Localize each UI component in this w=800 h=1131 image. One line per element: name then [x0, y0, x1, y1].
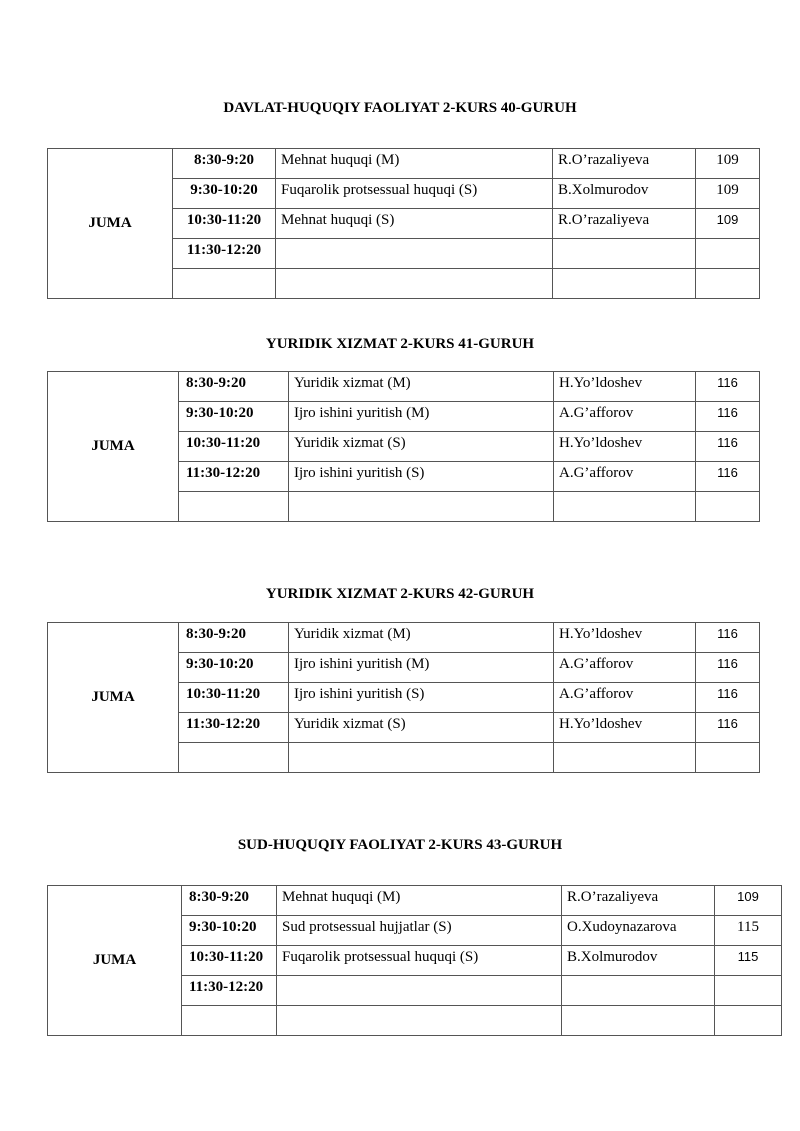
- room-cell: 116: [696, 432, 760, 462]
- table-row: [48, 149, 760, 179]
- teacher-cell: [554, 492, 696, 522]
- schedule-table: [47, 371, 760, 522]
- room-cell: 109: [696, 209, 760, 239]
- section-title: YURIDIK XIZMAT 2-KURS 42-GURUH: [265, 586, 535, 602]
- day-cell: JUMA: [48, 372, 179, 522]
- teacher-cell: H.Yo’ldoshev: [554, 623, 696, 653]
- subject-cell: Fuqarolik protsessual huquqi (S): [276, 179, 553, 209]
- subject-cell: [276, 239, 553, 269]
- teacher-cell: [553, 269, 696, 299]
- teacher-cell: [554, 743, 696, 773]
- time-cell: 11:30-12:20: [182, 976, 277, 1006]
- subject-cell: Yuridik xizmat (M): [289, 623, 554, 653]
- day-cell: JUMA: [48, 886, 182, 1036]
- time-cell: [179, 743, 289, 773]
- subject-cell: Ijro ishini yuritish (M): [289, 653, 554, 683]
- room-cell: 116: [696, 683, 760, 713]
- schedule-table: [47, 885, 782, 1036]
- section-title: YURIDIK XIZMAT 2-KURS 41-GURUH: [265, 336, 535, 352]
- room-cell: 109: [715, 886, 782, 916]
- room-cell: 109: [696, 179, 760, 209]
- day-cell: JUMA: [48, 623, 179, 773]
- table-row: [48, 623, 760, 653]
- time-cell: 9:30-10:20: [179, 653, 289, 683]
- subject-cell: [277, 1006, 562, 1036]
- teacher-cell: H.Yo’ldoshev: [554, 713, 696, 743]
- subject-cell: Yuridik xizmat (S): [289, 713, 554, 743]
- time-cell: 8:30-9:20: [179, 372, 289, 402]
- time-cell: 10:30-11:20: [179, 432, 289, 462]
- teacher-cell: A.G’afforov: [554, 683, 696, 713]
- subject-cell: Ijro ishini yuritish (S): [289, 683, 554, 713]
- room-cell: 116: [696, 623, 760, 653]
- subject-cell: Sud protsessual hujjatlar (S): [277, 916, 562, 946]
- time-cell: 10:30-11:20: [179, 683, 289, 713]
- teacher-cell: A.G’afforov: [554, 462, 696, 492]
- room-cell: 115: [715, 946, 782, 976]
- teacher-cell: B.Xolmurodov: [562, 946, 715, 976]
- subject-cell: [289, 492, 554, 522]
- time-cell: 8:30-9:20: [182, 886, 277, 916]
- room-cell: 116: [696, 713, 760, 743]
- subject-cell: Ijro ishini yuritish (S): [289, 462, 554, 492]
- time-cell: 10:30-11:20: [173, 209, 276, 239]
- subject-cell: Mehnat huquqi (M): [276, 149, 553, 179]
- teacher-cell: [553, 239, 696, 269]
- teacher-cell: A.G’afforov: [554, 402, 696, 432]
- day-cell: JUMA: [48, 149, 173, 299]
- room-cell: [696, 743, 760, 773]
- time-cell: 8:30-9:20: [173, 149, 276, 179]
- room-cell: [696, 492, 760, 522]
- time-cell: 9:30-10:20: [173, 179, 276, 209]
- room-cell: 115: [715, 916, 782, 946]
- time-cell: 10:30-11:20: [182, 946, 277, 976]
- teacher-cell: [562, 976, 715, 1006]
- schedule-table: [47, 148, 760, 299]
- subject-cell: Yuridik xizmat (S): [289, 432, 554, 462]
- time-cell: 11:30-12:20: [179, 713, 289, 743]
- teacher-cell: R.O’razaliyeva: [553, 209, 696, 239]
- room-cell: [696, 269, 760, 299]
- time-cell: [179, 492, 289, 522]
- subject-cell: [277, 976, 562, 1006]
- time-cell: [182, 1006, 277, 1036]
- room-cell: 109: [696, 149, 760, 179]
- time-cell: 9:30-10:20: [179, 402, 289, 432]
- table-row: [48, 372, 760, 402]
- table-row: [48, 886, 782, 916]
- subject-cell: [289, 743, 554, 773]
- room-cell: [715, 1006, 782, 1036]
- subject-cell: Ijro ishini yuritish (M): [289, 402, 554, 432]
- room-cell: 116: [696, 402, 760, 432]
- time-cell: 9:30-10:20: [182, 916, 277, 946]
- teacher-cell: H.Yo’ldoshev: [554, 372, 696, 402]
- schedule-table: [47, 622, 760, 773]
- section-title: SUD-HUQUQIY FAOLIYAT 2-KURS 43-GURUH: [237, 837, 563, 853]
- subject-cell: Fuqarolik protsessual huquqi (S): [277, 946, 562, 976]
- time-cell: [173, 269, 276, 299]
- room-cell: 116: [696, 372, 760, 402]
- room-cell: 116: [696, 462, 760, 492]
- teacher-cell: A.G’afforov: [554, 653, 696, 683]
- teacher-cell: O.Xudoynazarova: [562, 916, 715, 946]
- teacher-cell: B.Xolmurodov: [553, 179, 696, 209]
- time-cell: 8:30-9:20: [179, 623, 289, 653]
- teacher-cell: R.O’razaliyeva: [553, 149, 696, 179]
- teacher-cell: H.Yo’ldoshev: [554, 432, 696, 462]
- section-title: DAVLAT-HUQUQIY FAOLIYAT 2-KURS 40-GURUH: [223, 100, 577, 116]
- room-cell: 116: [696, 653, 760, 683]
- room-cell: [696, 239, 760, 269]
- subject-cell: Mehnat huquqi (M): [277, 886, 562, 916]
- teacher-cell: [562, 1006, 715, 1036]
- time-cell: 11:30-12:20: [173, 239, 276, 269]
- subject-cell: Yuridik xizmat (M): [289, 372, 554, 402]
- subject-cell: [276, 269, 553, 299]
- subject-cell: Mehnat huquqi (S): [276, 209, 553, 239]
- time-cell: 11:30-12:20: [179, 462, 289, 492]
- teacher-cell: R.O’razaliyeva: [562, 886, 715, 916]
- room-cell: [715, 976, 782, 1006]
